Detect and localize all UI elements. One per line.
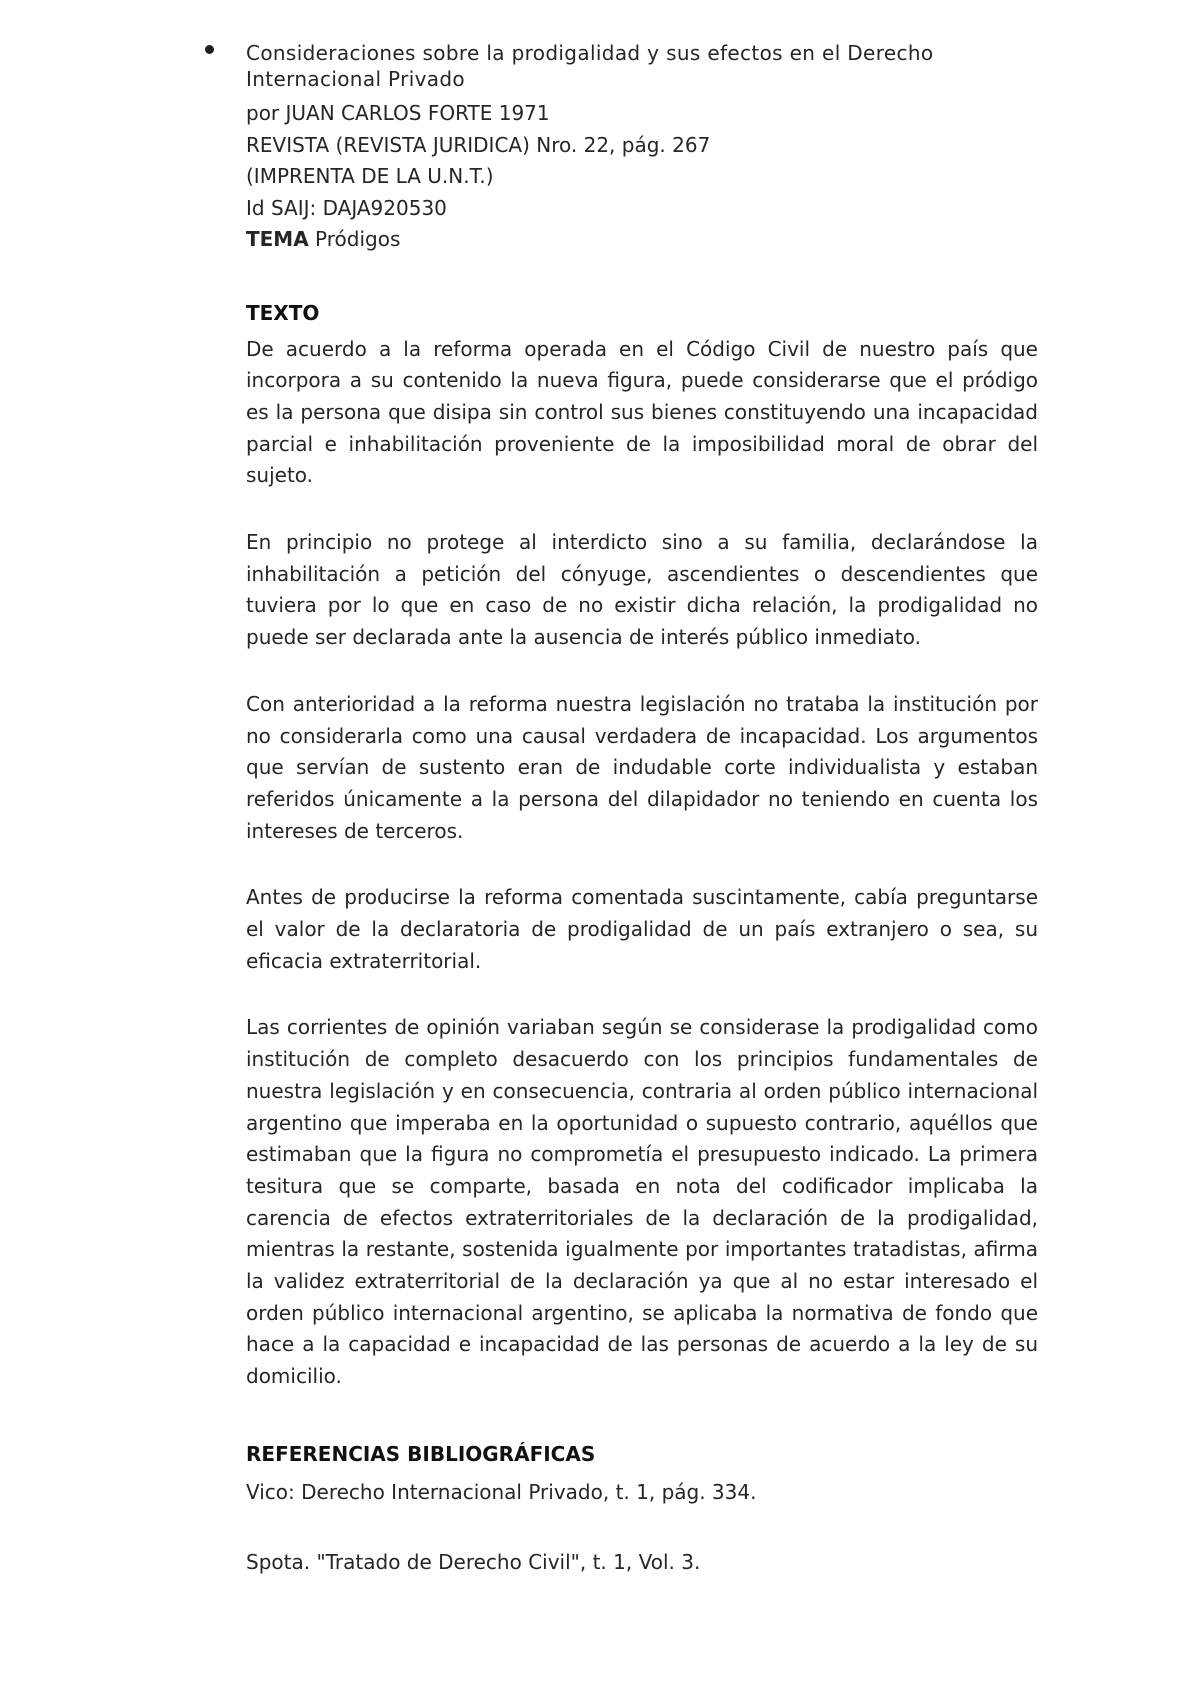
tema-value: Pródigos — [315, 227, 401, 251]
references-heading: REFERENCIAS BIBLIOGRÁFICAS — [246, 1441, 596, 1466]
texto-heading: TEXTO — [246, 300, 320, 325]
body-paragraph: Con anterioridad a la reforma nuestra legislación no trataba la institución por no considerarla como una causal verdadera de incapacidad. Los argumentos que servían de sustento eran de indudable corte individualista y estaban referidos únicamente a la persona del dilapidador no teniendo en cuenta los intereses de terceros. — [246, 691, 1038, 843]
body-paragraph: De acuerdo a la reforma operada en el Código Civil de nuestro país que incorpora a su contenido la nueva figura, puede considerarse que el pródigo es la persona que disipa sin control sus bienes constituyendo una incapacidad parcial e inhabilitación proveniente de la imposibilidad moral de obrar del sujeto. — [246, 336, 1038, 488]
tema-label: TEMA — [246, 227, 309, 251]
source-line: REVISTA (REVISTA JURIDICA) Nro. 22, pág. 267 — [246, 132, 711, 157]
body-paragraph: Las corrientes de opinión variaban según se considerase la prodigalidad como institución de completo desacuerdo con los principios fundamentales de nuestra legislación y en consecuencia, contraria al orden público internacional argentino que imperaba en la oportunidad o supuesto contrario, aquéllos que estimaban que la figura no comprometía el presupuesto indicado. La primera tesitura que se comparte, basada en nota del codificador implicaba la carencia de efectos extraterritoriales de la declaración de la prodigalidad, mientras la restante, sostenida igualmente por importantes tratadistas, afirma la validez extraterritorial de la declaración ya que al no estar interesado el orden público internacional argentino, se aplicaba la normativa de fondo que hace a la capacidad e incapacidad de las personas de acuerdo a la ley de su domicilio. — [246, 1015, 1038, 1389]
saij-id-line: Id SAIJ: DAJA920530 — [246, 195, 447, 220]
body-paragraph: Antes de producirse la reforma comentada suscintamente, cabía preguntarse el valor de la declaratoria de prodigalidad de un país extranjero o sea, su eficacia extraterritorial. — [246, 885, 1038, 973]
article-content — [246, 40, 1038, 1617]
author-line: por JUAN CARLOS FORTE 1971 — [246, 101, 550, 125]
body-paragraph: En principio no protege al interdicto sino a su familia, declarándose la inhabilitación a petición del cónyuge, ascendientes o descendientes que tuviera por lo que en caso de no existir dicha relación, la prodigalidad no puede ser declarada ante la ausencia de interés público inmediato. — [246, 530, 1038, 650]
article-title: Consideraciones sobre la prodigalidad y sus efectos en el Derecho Internacional Privado — [246, 41, 934, 91]
tema-line — [246, 224, 1038, 256]
bullet-icon — [205, 45, 214, 54]
publisher-line: (IMPRENTA DE LA U.N.T.) — [246, 164, 494, 188]
article-metadata — [246, 98, 1038, 256]
reference-item: Spota. "Tratado de Derecho Civil", t. 1, Vol. 3. — [246, 1549, 701, 1574]
reference-item: Vico: Derecho Internacional Privado, t. 1, pág. 334. — [246, 1479, 757, 1504]
